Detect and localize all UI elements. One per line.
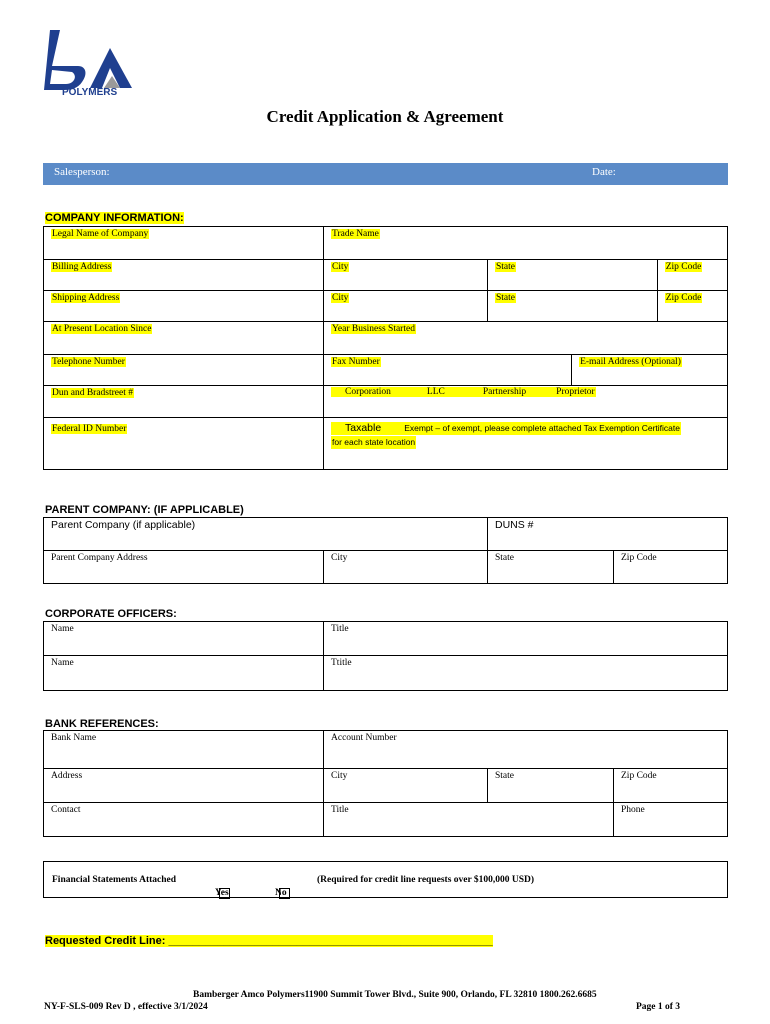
logo-text: POLYMERS (62, 87, 118, 96)
parent-duns-field[interactable]: DUNS # (495, 519, 534, 531)
yes-checkbox[interactable] (219, 888, 230, 899)
company-info-heading: COMPANY INFORMATION: (45, 212, 184, 224)
yes-label: Yes (215, 888, 229, 898)
email-field[interactable]: E-mail Address (Optional) (580, 357, 681, 367)
federal-id-field[interactable]: Federal ID Number (52, 424, 127, 434)
shipping-address-field[interactable]: Shipping Address (52, 293, 120, 303)
parent-address-field[interactable]: Parent Company Address (51, 553, 148, 563)
parent-city-field[interactable]: City (331, 553, 348, 563)
shipping-city-field[interactable]: City (332, 293, 349, 303)
document-number: NY-F-SLS-009 Rev D , effective 3/1/2024 (44, 1002, 208, 1012)
bank-title-field[interactable]: Title (331, 805, 349, 815)
bank-table (43, 730, 728, 837)
financial-statements-box (43, 861, 728, 898)
shipping-zip-field[interactable]: Zip Code (665, 293, 702, 303)
llc-option[interactable]: LLC (395, 387, 473, 397)
officer-title-2[interactable]: Ttitle (331, 658, 352, 668)
taxable-option[interactable]: Taxable (331, 422, 403, 435)
shipping-state-field[interactable]: State (496, 293, 515, 303)
telephone-field[interactable]: Telephone Number (52, 357, 125, 367)
date-label[interactable]: Date: (592, 166, 616, 178)
company-logo (40, 26, 140, 96)
bank-references-heading: BANK REFERENCES: (45, 718, 159, 730)
billing-zip-field[interactable]: Zip Code (665, 262, 702, 272)
billing-state-field[interactable]: State (496, 262, 515, 272)
parent-name-field[interactable]: Parent Company (if applicable) (51, 519, 196, 531)
no-label: No (275, 888, 287, 898)
duns-field[interactable]: Dun and Bradstreet # (52, 388, 133, 398)
parent-company-table (43, 517, 728, 584)
year-started-field[interactable]: Year Business Started (332, 324, 415, 334)
trade-name-field[interactable]: Trade Name (332, 229, 379, 239)
legal-name-field[interactable]: Legal Name of Company (52, 229, 149, 239)
officers-table (43, 621, 728, 691)
corporation-option[interactable]: Corporation (331, 387, 395, 397)
billing-address-field[interactable]: Billing Address (52, 262, 112, 272)
proprietor-option[interactable]: Proprietor (540, 387, 596, 397)
fax-field[interactable]: Fax Number (332, 357, 380, 367)
footer-address: Bamberger Amco Polymers11900 Summit Tower Blvd., Suite 900, Orlando, FL 32810 1800.262.6685 (193, 990, 597, 1000)
corporate-officers-heading: CORPORATE OFFICERS: (45, 608, 177, 620)
exempt-note: for each state location (332, 437, 416, 447)
parent-zip-field[interactable]: Zip Code (621, 553, 657, 563)
officer-title-1[interactable]: Title (331, 624, 349, 634)
page-number: Page 1 of 3 (636, 1002, 681, 1012)
page-title: Credit Application & Agreement (266, 107, 504, 126)
account-number-field[interactable]: Account Number (331, 733, 397, 743)
no-checkbox[interactable] (279, 888, 290, 899)
financial-note: (Required for credit line requests over $100,000 USD) (317, 875, 535, 885)
company-info-table (43, 226, 728, 470)
officer-name-1[interactable]: Name (51, 624, 74, 634)
exempt-option[interactable]: Exempt – of exempt, please complete attached Tax Exemption Certificate (404, 423, 680, 433)
parent-state-field[interactable]: State (495, 553, 514, 563)
salesperson-label[interactable]: Salesperson: (54, 166, 110, 178)
bank-contact-field[interactable]: Contact (51, 805, 81, 815)
bank-address-field[interactable]: Address (51, 771, 83, 781)
bank-city-field[interactable]: City (331, 771, 348, 781)
financial-statements-label: Financial Statements Attached (52, 875, 177, 885)
bank-name-field[interactable]: Bank Name (51, 733, 97, 743)
billing-city-field[interactable]: City (332, 262, 349, 272)
officer-name-2[interactable]: Name (51, 658, 74, 668)
bank-state-field[interactable]: State (495, 771, 514, 781)
salesperson-bar (43, 163, 728, 185)
bank-zip-field[interactable]: Zip Code (621, 771, 657, 781)
location-since-field[interactable]: At Present Location Since (52, 324, 152, 334)
partnership-option[interactable]: Partnership (473, 387, 540, 397)
requested-credit-line[interactable]: Requested Credit Line: _____________________________________________________ (45, 935, 493, 947)
bank-phone-field[interactable]: Phone (621, 805, 645, 815)
parent-company-heading: PARENT COMPANY: (IF APPLICABLE) (45, 504, 244, 516)
